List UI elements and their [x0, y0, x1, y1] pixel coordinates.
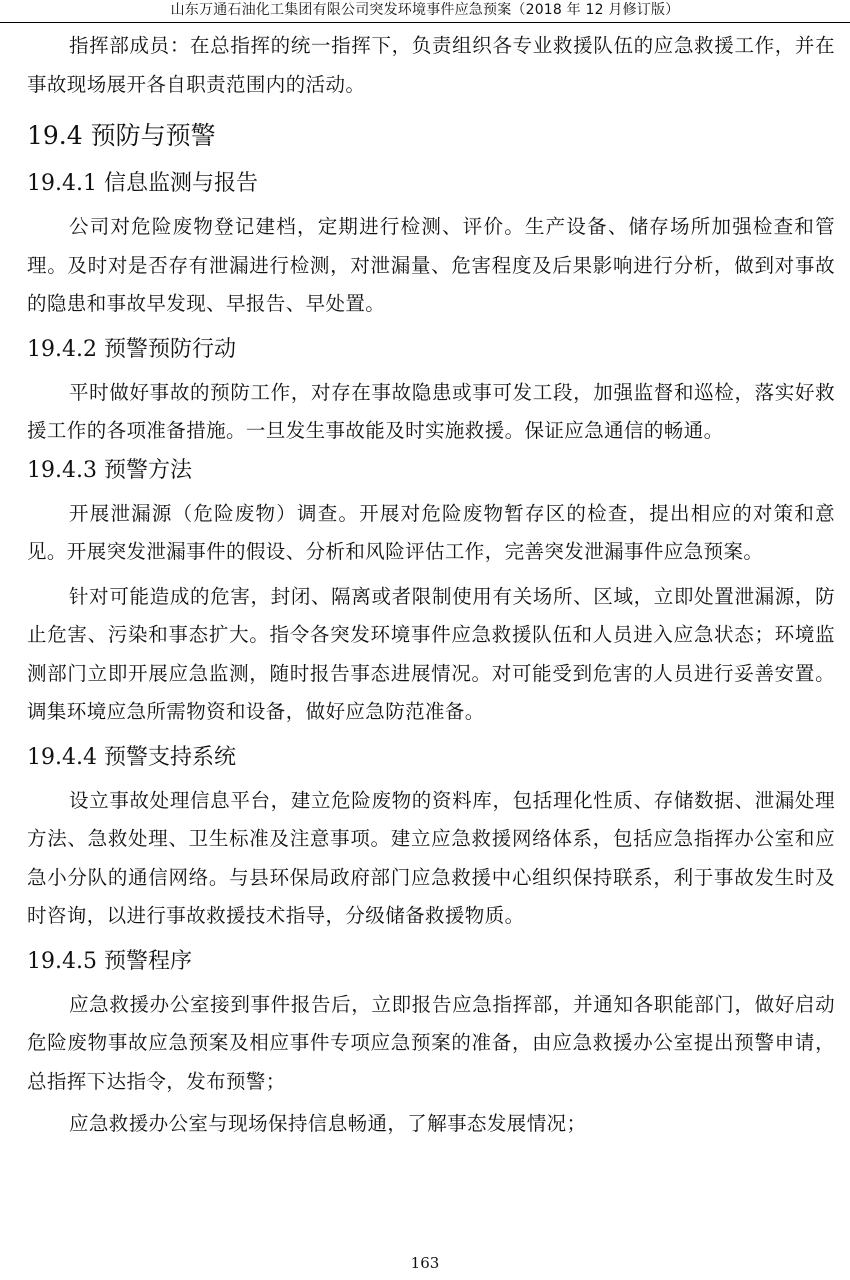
paragraph-monitoring: 公司对危险废物登记建档，定期进行检测、评价。生产设备、储存场所加强检查和管理。及时对是否存有泄漏进行检测，对泄漏量、危害程度及后果影响进行分析，做到对事故的隐患和事故早发现、早报告、早处置。	[27, 215, 835, 315]
page-number: 163	[410, 1254, 440, 1272]
paragraph-procedure-a: 应急救援办公室接到事件报告后，立即报告应急指挥部，并通知各职能部门，做好启动危险废物事故应急预案及相应事件专项应急预案的准备，由应急救援办公室提出预警申请，总指挥下达指令，发布预警；	[27, 992, 835, 1093]
heading-19-4-3: 19.4.3 预警方法	[27, 457, 192, 483]
paragraph-methods-b: 针对可能造成的危害，封闭、隔离或者限制使用有关场所、区域，立即处置泄漏源，防止危害、污染和事态扩大。指令各突发环境事件应急救援队伍和人员进入应急状态；环境监测部门立即开展应急监测，随时报告事态进展情况。对可能受到危害的人员进行妥善安置。调集环境应急所需物资和设备，做好应急防范准备。	[27, 584, 835, 723]
paragraph-procedure-b: 应急救援办公室与现场保持信息畅通，了解事态发展情况；	[69, 1112, 587, 1135]
heading-19-4-4: 19.4.4 预警支持系统	[27, 744, 236, 770]
paragraph-support-system: 设立事故处理信息平台，建立危险废物的资料库，包括理化性质、存储数据、泄漏处理方法、急救处理、卫生标准及注意事项。建立应急救援网络体系，包括应急指挥办公室和应急小分队的通信网络。与县环保局政府部门应急救援中心组织保持联系，利于事故发生时及时咨询，以进行事故救援技术指导，分级储备救援物质。	[27, 788, 835, 927]
heading-19-4-5: 19.4.5 预警程序	[27, 948, 192, 974]
paragraph-commanders: 指挥部成员：在总指挥的统一指挥下，负责组织各专业救援队伍的应急救援工作，并在事故现场展开各自职责范围内的活动。	[27, 34, 835, 96]
page-header: 山东万通石油化工集团有限公司突发环境事件应急预案（2018 年 12 月修订版）	[0, 0, 850, 23]
document-body	[27, 22, 835, 1144]
heading-19-4-2: 19.4.2 预警预防行动	[27, 336, 236, 362]
paragraph-prevention: 平时做好事故的预防工作，对存在事故隐患或事可发工段，加强监督和巡检，落实好救援工作的各项准备措施。一旦发生事故能及时实施救援。保证应急通信的畅通。	[27, 380, 835, 442]
heading-19-4-1: 19.4.1 信息监测与报告	[27, 171, 258, 196]
heading-19-4: 19.4 预防与预警	[27, 121, 216, 150]
paragraph-methods-a: 开展泄漏源（危险废物）调查。开展对危险废物暂存区的检查，提出相应的对策和意见。开展突发泄漏事件的假设、分析和风险评估工作，完善突发泄漏事件应急预案。	[27, 501, 835, 563]
